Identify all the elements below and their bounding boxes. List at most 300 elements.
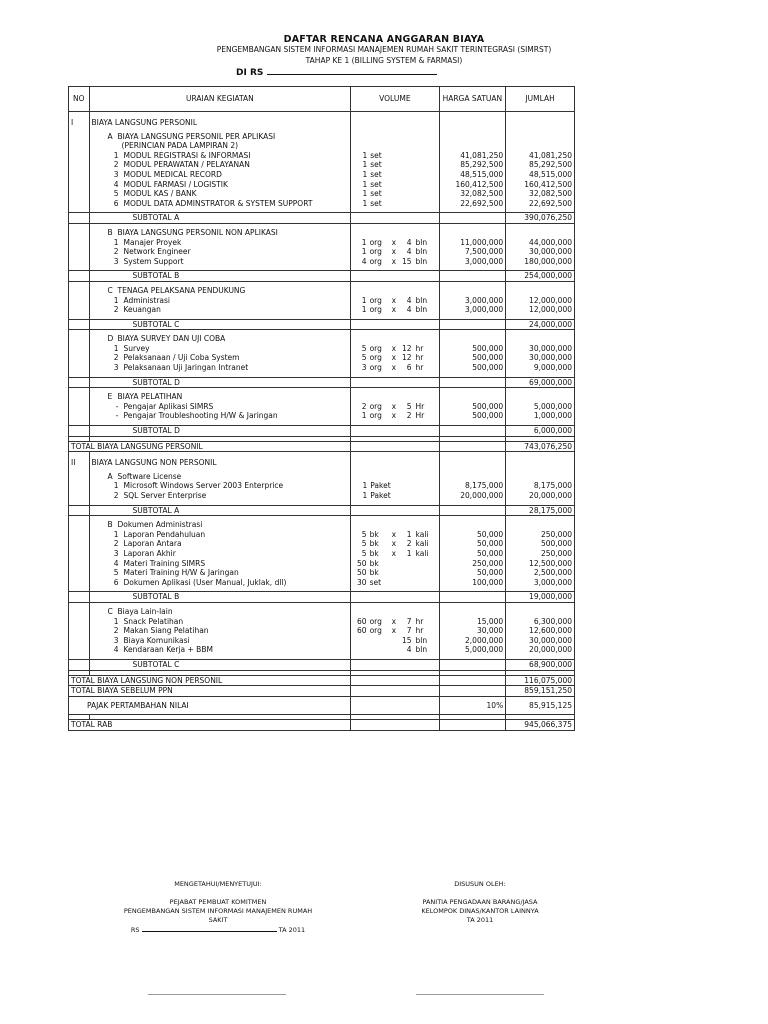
empty-cell [439, 271, 506, 282]
group-title [89, 334, 351, 344]
item-unit-price: 100,000 [439, 578, 506, 588]
empty-cell [351, 696, 439, 715]
subtotal-value: 19,000,000 [506, 592, 575, 603]
subtotal-label: SUBTOTAL A [89, 213, 351, 224]
empty-cell [69, 286, 90, 296]
document-stage: TAHAP KE 1 (BILLING SYSTEM & FARMASI) [305, 56, 463, 65]
volume-unit: bk [369, 568, 379, 578]
empty-cell [69, 319, 90, 330]
item-description [89, 238, 351, 248]
volume-unit: bk [369, 529, 379, 539]
item-unit-price: 7,500,000 [439, 247, 506, 257]
item-number: 4 [113, 645, 119, 655]
budget-table [68, 86, 575, 731]
volume-unit: org [369, 247, 382, 257]
empty-cell [69, 296, 90, 306]
volume-duration-unit: bln [415, 247, 428, 257]
volume-times: x [391, 237, 397, 247]
item-number: 5 [113, 568, 119, 578]
group-name: BIAYA PELATIHAN [117, 392, 183, 402]
empty-cell [351, 472, 439, 482]
item-number: 1 [113, 237, 119, 247]
volume-qty: 60 [357, 616, 367, 626]
volume-qty: 5 [361, 548, 367, 558]
table-row [69, 539, 575, 549]
volume-duration-unit: Hr [415, 411, 425, 421]
group-header-row [69, 132, 575, 142]
volume-duration [398, 568, 411, 578]
subtotal-value: 68,900,000 [506, 659, 575, 670]
group-name: Dokumen Administrasi [117, 520, 203, 530]
table-row [69, 578, 575, 588]
volume-qty: 1 [361, 237, 367, 247]
volume-qty: 1 [362, 189, 368, 199]
empty-cell [439, 659, 506, 670]
volume-cell [351, 305, 439, 315]
volume-duration-unit: bln [415, 645, 428, 655]
item-total: 44,000,000 [506, 238, 575, 248]
volume-times: x [391, 343, 397, 353]
empty-cell [439, 228, 506, 238]
empty-cell [69, 505, 90, 516]
item-unit-price: 500,000 [439, 402, 506, 412]
volume-cell [351, 402, 439, 412]
volume-duration: 7 [406, 616, 412, 626]
group-name: Software License [117, 471, 182, 481]
group-name: TENAGA PELAKSANA PENDUKUNG [117, 285, 246, 295]
volume-duration-unit: bln [415, 237, 428, 247]
table-body [69, 112, 575, 731]
volume-duration: 7 [406, 626, 412, 636]
sig-right-org: KELOMPOK DINAS/KANTOR LAINNYA [421, 907, 539, 915]
subtotal-row [69, 271, 575, 282]
table-row [69, 626, 575, 636]
empty-cell [351, 377, 439, 388]
volume-times: x [391, 247, 397, 257]
volume-duration-unit: bln [415, 635, 428, 645]
empty-cell [69, 238, 90, 248]
volume-duration-unit: kali [415, 539, 429, 549]
volume-group [353, 568, 436, 578]
item-name: Laporan Pendahuluan [123, 529, 206, 539]
volume-unit: org [369, 305, 382, 315]
group-header-row [69, 607, 575, 617]
empty-cell [351, 132, 439, 142]
volume-cell [351, 257, 439, 267]
item-unit-price: 3,000,000 [439, 296, 506, 306]
empty-cell [69, 411, 90, 421]
item-name: Makan Siang Pelatihan [123, 626, 209, 636]
total-rab-value: 945,066,375 [506, 720, 575, 731]
volume-qty: 1 [361, 247, 367, 257]
empty-cell [69, 402, 90, 412]
table-row [69, 305, 575, 315]
volume-group [353, 160, 436, 170]
item-description [89, 568, 351, 578]
empty-cell [69, 645, 90, 655]
volume-cell [351, 411, 439, 421]
volume-unit: set [369, 577, 382, 587]
empty-cell [506, 334, 575, 344]
item-unit-price: 20,000,000 [439, 491, 506, 501]
volume-cell [351, 363, 439, 373]
empty-cell [506, 392, 575, 402]
sig-left-rs-label: RS [130, 926, 140, 934]
ppn-label: PAJAK PERTAMBAHAN NILAI [69, 696, 351, 715]
item-total: 12,600,000 [506, 626, 575, 636]
item-description [89, 481, 351, 491]
volume-qty: 1 [362, 198, 368, 208]
subtotal-value: 24,000,000 [506, 319, 575, 330]
volume-group [353, 617, 436, 627]
item-number: 1 [113, 150, 119, 160]
volume-qty: 1 [362, 169, 368, 179]
volume-unit: org [369, 626, 382, 636]
volume-group [353, 247, 436, 257]
volume-duration-unit: kali [415, 529, 429, 539]
item-number: 2 [113, 353, 119, 363]
empty-cell [506, 458, 575, 468]
table-row [69, 344, 575, 354]
subtotal-label: SUBTOTAL A [89, 505, 351, 516]
signature-right [380, 880, 580, 925]
volume-unit [367, 645, 390, 655]
item-description [89, 617, 351, 627]
volume-times: x [391, 548, 397, 558]
volume-unit: set [370, 179, 382, 189]
item-description [89, 645, 351, 655]
total-personil-value: 743,076,250 [506, 441, 575, 452]
volume-cell [351, 617, 439, 627]
empty-cell [506, 607, 575, 617]
volume-group [353, 645, 436, 655]
volume-group [353, 189, 436, 199]
item-unit-price: 41,081,250 [439, 151, 506, 161]
item-number: 4 [113, 558, 119, 568]
item-number: 1 [113, 481, 119, 491]
volume-duration-unit [412, 568, 437, 578]
volume-duration: 12 [401, 353, 412, 363]
sig-left-title: PEJABAT PEMBUAT KOMITMEN [169, 898, 267, 906]
group-title [89, 228, 351, 238]
item-total: 30,000,000 [506, 344, 575, 354]
table-row [69, 296, 575, 306]
item-total: 500,000 [506, 539, 575, 549]
volume-qty: 1 [362, 179, 368, 189]
volume-times: x [391, 616, 397, 626]
item-number: 2 [113, 247, 119, 257]
item-number: 2 [113, 305, 119, 315]
group-letter: A [107, 471, 113, 481]
table-row [69, 151, 575, 161]
empty-cell [69, 213, 90, 224]
item-number: - [115, 401, 119, 411]
volume-times [390, 559, 399, 569]
group-header-row [69, 334, 575, 344]
volume-unit: bk [369, 558, 379, 568]
empty-cell [439, 458, 506, 468]
volume-unit: set [370, 189, 382, 199]
group-letter: E [107, 392, 113, 402]
empty-cell [506, 472, 575, 482]
empty-cell [351, 286, 439, 296]
item-description [89, 636, 351, 646]
volume-unit: org [369, 343, 382, 353]
subtotal-value: 6,000,000 [506, 426, 575, 437]
group-letter: B [107, 227, 113, 237]
volume-group [353, 363, 436, 373]
item-name: Pengajar Aplikasi SIMRS [123, 401, 214, 411]
empty-cell [351, 607, 439, 617]
empty-cell [69, 305, 90, 315]
subtotal-value: 390,076,250 [506, 213, 575, 224]
empty-cell [351, 141, 439, 151]
volume-unit: bk [369, 548, 379, 558]
empty-cell [351, 520, 439, 530]
empty-cell [69, 160, 90, 170]
volume-duration-unit: Hr [415, 401, 425, 411]
subtotal-label: SUBTOTAL C [89, 319, 351, 330]
empty-cell [69, 520, 90, 530]
volume-qty: 5 [361, 353, 367, 363]
item-description [89, 160, 351, 170]
item-name: Biaya Komunikasi [123, 635, 190, 645]
volume-cell [351, 559, 439, 569]
volume-times: x [391, 529, 397, 539]
item-unit-price: 50,000 [439, 539, 506, 549]
item-unit-price: 15,000 [439, 617, 506, 627]
volume-unit: org [369, 363, 382, 373]
item-total: 85,292,500 [506, 160, 575, 170]
table-row [69, 617, 575, 627]
item-name: Survey [123, 343, 150, 353]
volume-unit: org [369, 616, 382, 626]
volume-unit: Paket [370, 491, 391, 500]
empty-cell [351, 392, 439, 402]
empty-cell [69, 530, 90, 540]
item-total: 250,000 [506, 530, 575, 540]
empty-cell [351, 458, 439, 468]
empty-cell [351, 441, 439, 452]
volume-times: x [391, 305, 397, 315]
volume-duration: 1 [406, 529, 412, 539]
volume-times: x [391, 295, 397, 305]
volume-group [353, 296, 436, 306]
volume-duration-unit: bln [415, 295, 428, 305]
volume-cell [351, 353, 439, 363]
signature-left [118, 880, 318, 935]
volume-qty: 1 [362, 481, 368, 491]
item-total: 12,000,000 [506, 305, 575, 315]
total-non-personil-label: TOTAL BIAYA LANGSUNG NON PERSONIL [69, 675, 351, 686]
empty-cell [439, 472, 506, 482]
item-number: 6 [113, 577, 119, 587]
item-unit-price: 50,000 [439, 530, 506, 540]
sig-right-title: PANITIA PENGADAAN BARANG/JASA [422, 898, 538, 906]
item-description [89, 344, 351, 354]
hospital-blank-line [267, 66, 437, 75]
empty-cell [69, 132, 90, 142]
empty-cell [69, 472, 90, 482]
volume-cell [351, 481, 439, 491]
item-name: MODUL DATA ADMINSTRATOR & SYSTEM SUPPORT [123, 198, 313, 208]
item-name: MODUL PERAWATAN / PELAYANAN [123, 160, 250, 170]
volume-group [353, 353, 436, 363]
item-description [89, 305, 351, 315]
item-number: 2 [113, 160, 119, 170]
empty-cell [439, 720, 506, 731]
volume-duration: 4 [406, 295, 412, 305]
item-description [89, 296, 351, 306]
signature-line-left [148, 994, 286, 995]
total-personil-label: TOTAL BIAYA LANGSUNG PERSONIL [69, 441, 351, 452]
empty-cell [69, 170, 90, 180]
empty-cell [351, 592, 439, 603]
group-letter: A [107, 131, 113, 141]
item-total: 30,000,000 [506, 247, 575, 257]
volume-group [353, 402, 436, 412]
volume-duration-unit: hr [415, 626, 424, 636]
subtotal-row [69, 659, 575, 670]
volume-duration-unit: bln [415, 256, 428, 266]
item-name: Snack Pelatihan [123, 616, 184, 626]
group-header-row [69, 286, 575, 296]
empty-cell [439, 675, 506, 686]
empty-cell [439, 607, 506, 617]
volume-cell [351, 539, 439, 549]
empty-cell [69, 141, 90, 151]
volume-duration: 6 [406, 363, 412, 373]
volume-qty: 60 [357, 626, 367, 636]
table-row [69, 363, 575, 373]
empty-cell [69, 247, 90, 257]
subtotal-row [69, 505, 575, 516]
item-name: Manajer Proyek [123, 237, 182, 247]
empty-cell [69, 189, 90, 199]
empty-cell [351, 334, 439, 344]
total-non-personil-value: 116,075,000 [506, 675, 575, 686]
volume-duration-unit: kali [415, 548, 429, 558]
empty-cell [439, 286, 506, 296]
item-unit-price: 3,000,000 [439, 305, 506, 315]
section-number: I [69, 118, 90, 128]
item-name: Laporan Antara [123, 539, 182, 549]
table-row [69, 549, 575, 559]
empty-cell [506, 132, 575, 142]
document-title: DAFTAR RENCANA ANGGARAN BIAYA [283, 34, 485, 45]
volume-group [353, 481, 436, 491]
volume-duration-unit: hr [415, 616, 424, 626]
subtotal-row [69, 377, 575, 388]
item-total: 48,515,000 [506, 170, 575, 180]
subtotal-row [69, 319, 575, 330]
empty-cell [69, 481, 90, 491]
hospital-line [236, 66, 437, 78]
empty-cell [439, 392, 506, 402]
empty-cell [69, 377, 90, 388]
item-total: 32,082,500 [506, 189, 575, 199]
empty-cell [439, 132, 506, 142]
volume-unit: org [369, 401, 382, 411]
total-before-ppn-label: TOTAL BIAYA SEBELUM PPN [69, 686, 351, 697]
volume-cell [351, 151, 439, 161]
col-no-header: NO [69, 87, 90, 112]
volume-duration: 4 [406, 247, 412, 257]
item-description [89, 549, 351, 559]
item-description [89, 189, 351, 199]
volume-group [353, 305, 436, 315]
table-row [69, 530, 575, 540]
empty-cell [351, 213, 439, 224]
col-jumlah-header: JUMLAH [506, 87, 575, 112]
item-total: 9,000,000 [506, 363, 575, 373]
item-description [89, 402, 351, 412]
empty-cell [69, 180, 90, 190]
group-letter: C [107, 606, 113, 616]
group-title [89, 286, 351, 296]
volume-qty: 4 [361, 256, 367, 266]
volume-unit: org [369, 295, 382, 305]
group-note-row [69, 141, 575, 151]
table-row [69, 481, 575, 491]
volume-group [353, 411, 436, 421]
empty-cell [439, 505, 506, 516]
item-number: 3 [113, 635, 119, 645]
item-name: MODUL REGISTRASI & INFORMASI [123, 150, 251, 160]
sig-right-compiled: DISUSUN OLEH: [454, 880, 506, 888]
volume-times: x [391, 256, 397, 266]
item-name: Materi Training H/W & Jaringan [123, 568, 239, 578]
empty-cell [69, 559, 90, 569]
table-row [69, 559, 575, 569]
item-number: 3 [113, 256, 119, 266]
item-total: 30,000,000 [506, 636, 575, 646]
item-total: 8,175,000 [506, 481, 575, 491]
volume-qty: 50 [357, 558, 367, 568]
empty-cell [351, 228, 439, 238]
volume-duration: 5 [406, 401, 412, 411]
item-description [89, 353, 351, 363]
volume-times: x [391, 401, 397, 411]
empty-cell [439, 377, 506, 388]
item-description [89, 257, 351, 267]
empty-cell [351, 686, 439, 697]
volume-duration: 15 [401, 256, 412, 266]
item-number: 3 [113, 169, 119, 179]
item-description [89, 411, 351, 421]
table-row [69, 257, 575, 267]
volume-duration: 4 [406, 305, 412, 315]
section-header-row [69, 458, 575, 468]
table-row [69, 170, 575, 180]
volume-qty: 3 [361, 363, 367, 373]
table-row [69, 247, 575, 257]
group-title [89, 472, 351, 482]
item-description [89, 363, 351, 373]
volume-unit: set [370, 198, 382, 208]
volume-unit: org [369, 237, 382, 247]
volume-duration: 12 [401, 343, 412, 353]
item-description [89, 626, 351, 636]
volume-group [353, 344, 436, 354]
subtotal-label: SUBTOTAL D [89, 426, 351, 437]
volume-cell [351, 238, 439, 248]
volume-qty: 5 [361, 529, 367, 539]
section-title: BIAYA LANGSUNG NON PERSONIL [89, 458, 351, 468]
subtotal-row [69, 213, 575, 224]
empty-cell [351, 426, 439, 437]
sig-left-org: PENGEMBANGAN SISTEM INFORMASI MANAJEMEN RUMAH SAKIT [123, 907, 313, 924]
